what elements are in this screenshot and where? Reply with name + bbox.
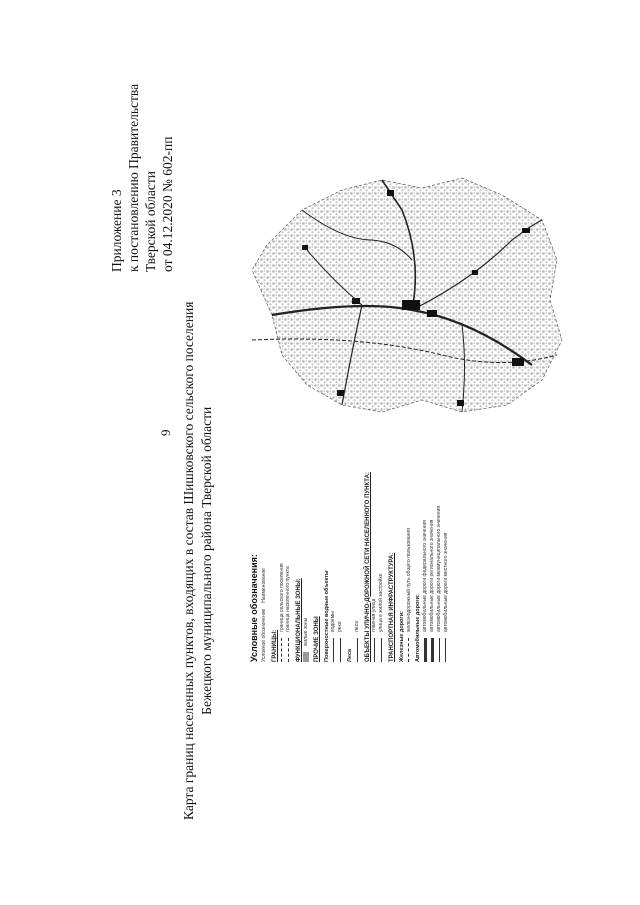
settlement-marker <box>337 390 344 396</box>
legend-zones-title: ФУНКЦИОНАЛЬНЫЕ ЗОНЫ: <box>296 578 303 662</box>
settlement-marker <box>387 190 394 196</box>
line-swatch <box>439 638 440 662</box>
dashed-line-swatch <box>288 638 289 662</box>
map-title-line-2: Бежецкого муниципального района Тверской области <box>199 406 214 715</box>
settlement-marker <box>512 358 524 366</box>
legend-row-forest <box>354 472 361 662</box>
gray-fill-swatch <box>303 652 309 662</box>
line-swatch <box>445 638 446 662</box>
legend-label: автомобильные дороги регионального значения <box>428 519 435 632</box>
legend-borders-title: ГРАНИЦЫ: <box>271 629 278 662</box>
legend-header-col1: Условное обозначение <box>261 608 267 662</box>
map-legend <box>248 472 449 662</box>
settlement-territory <box>252 178 562 412</box>
legend-row-road-regional <box>429 472 436 662</box>
legend-row-street <box>378 472 385 662</box>
legend-row-water-2 <box>337 472 344 662</box>
settlement-marker <box>457 400 464 406</box>
legend-header-row <box>261 472 268 662</box>
legend-label: улица в жилой застройке <box>378 573 385 632</box>
settlement-marker <box>472 270 478 275</box>
legend-label: граница населенного пункта <box>285 566 292 632</box>
settlement-marker <box>402 300 420 310</box>
legend-streets-title: ОБЪЕКТЫ УЛИЧНО-ДОРОЖНОЙ СЕТИ НАСЕЛЕННОГО ПУНКТА: <box>364 472 371 662</box>
map-title-line-1: Карта границ населенных пунктов, входящих в состав Шишковского сельского поселения <box>181 301 196 820</box>
line-swatch <box>340 638 341 662</box>
line-swatch <box>374 638 375 662</box>
legend-roads-title: Автомобильные дороги: <box>415 594 422 662</box>
appendix-block <box>108 84 176 272</box>
legend-label: автомобильные дороги федерального значения <box>422 520 429 632</box>
legend-transport-title: ТРАНСПОРТНАЯ ИНФРАСТРУКТУРА: <box>388 552 395 662</box>
appendix-line-4: от 04.12.2020 № 602-пп <box>160 136 175 272</box>
settlement-marker <box>522 228 530 233</box>
legend-other-zones-title: ПРОЧИЕ ЗОНЫ <box>313 616 320 662</box>
legend-row-road-federal <box>422 472 429 662</box>
legend-row-border-locality <box>285 472 292 662</box>
appendix-line-3: Тверской области <box>143 171 158 272</box>
legend-label: автомобильные дороги межмуниципального значения <box>435 505 442 632</box>
settlement-marker <box>427 310 437 317</box>
legend-forest-title: Леса <box>346 648 353 662</box>
legend-label: граница сельского поселения <box>278 563 285 632</box>
legend-row-border-settlement <box>279 472 286 662</box>
legend-railway-title: Железные дороги: <box>398 611 405 662</box>
page-number: 9 <box>158 429 173 436</box>
legend-row-water-1 <box>330 472 337 662</box>
line-swatch <box>381 638 382 662</box>
legend-water-title: Поверхностные водные объекты <box>323 570 330 662</box>
dashed-line-swatch <box>281 638 282 662</box>
appendix-line-2: к постановлению Правительства <box>126 83 141 272</box>
legend-label: автомобильные дороги местного значения <box>442 532 449 632</box>
settlement-marker <box>352 298 360 304</box>
legend-row-residential <box>303 472 310 662</box>
legend-label: железнодорожный путь общего пользования <box>405 528 412 632</box>
legend-row-road-intermunicipal <box>436 472 443 662</box>
appendix-line-1: Приложение 3 <box>109 189 124 272</box>
legend-label: леса <box>353 621 360 632</box>
map-title <box>180 302 216 820</box>
legend-row-road-local <box>443 472 450 662</box>
settlement-map <box>212 150 572 430</box>
legend-label: жилые зоны <box>302 617 309 646</box>
legend-label: водоемы <box>330 611 337 632</box>
dashed-line-swatch <box>408 638 409 662</box>
line-swatch <box>357 638 358 662</box>
legend-row-railway <box>406 472 413 662</box>
legend-row-main-street <box>371 472 378 662</box>
legend-heading: Условные обозначения: <box>249 554 259 662</box>
thick-line-swatch <box>424 638 427 662</box>
settlement-marker <box>302 245 308 250</box>
line-swatch <box>333 638 334 662</box>
thick-line-swatch <box>431 638 434 662</box>
legend-header-col2: Наименование <box>261 568 267 603</box>
legend-label: реки <box>337 621 344 632</box>
legend-label: главная улица <box>371 598 378 632</box>
